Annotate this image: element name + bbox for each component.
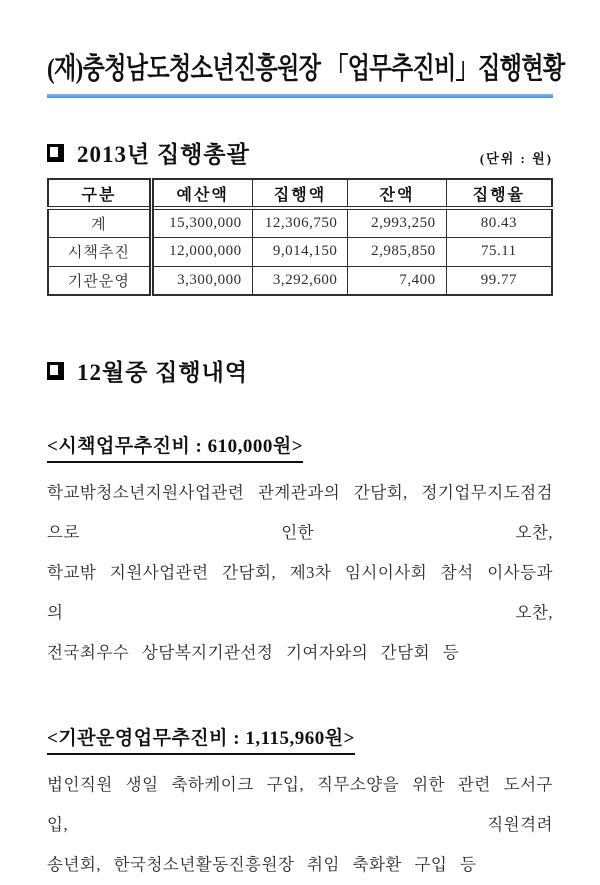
table-row-total xyxy=(48,208,552,237)
cell-executed: 12,306,750 xyxy=(252,208,348,237)
cell-executed: 9,014,150 xyxy=(252,237,348,266)
table-row-policy xyxy=(48,237,552,266)
paragraph-line: 법인직원 생일 축하케이크 구입, 직무소양을 위한 관련 도서구입, 직원격려 xyxy=(47,775,553,834)
cell-rate: 75.11 xyxy=(446,237,552,266)
table-header-row xyxy=(48,179,552,208)
header-category: 구분 xyxy=(48,179,151,208)
cell-balance: 2,993,250 xyxy=(348,208,446,237)
cell-rate: 99.77 xyxy=(446,266,552,295)
cell-category: 시책추진 xyxy=(48,237,151,266)
operation-expense-paragraph xyxy=(47,765,553,885)
header-executed: 집행액 xyxy=(252,179,348,208)
square-bullet-icon xyxy=(47,144,64,162)
table-row-operation xyxy=(48,266,552,295)
cell-category: 계 xyxy=(48,208,151,237)
header-budget: 예산액 xyxy=(151,179,252,208)
policy-expense-heading: <시책업무추진비 : 610,000원> xyxy=(47,431,303,463)
paragraph-line: 송년회, 한국청소년활동진흥원장 취임 축화환 구입 등 xyxy=(47,855,477,874)
header-rate: 집행율 xyxy=(446,179,552,208)
title-underline-rule xyxy=(47,94,553,98)
cell-budget: 12,000,000 xyxy=(151,237,252,266)
cell-rate: 80.43 xyxy=(446,208,552,237)
execution-summary-table xyxy=(47,178,553,296)
detail-section-title: 12월중 집행내역 xyxy=(77,360,249,385)
summary-section-title: 2013년 집행총괄 xyxy=(77,142,250,167)
document-title: (재)충청남도청소년진흥원장 「업무추진비」집행현황 xyxy=(47,53,565,85)
operation-expense-heading: <기관운영업무추진비 : 1,115,960원> xyxy=(47,723,355,755)
paragraph-line: 전국최우수 상담복지기관선정 기여자와의 간담회 등 xyxy=(47,643,460,662)
cell-balance: 2,985,850 xyxy=(348,237,446,266)
cell-executed: 3,292,600 xyxy=(252,266,348,295)
detail-section-header xyxy=(47,354,553,387)
cell-balance: 7,400 xyxy=(348,266,446,295)
policy-expense-paragraph xyxy=(47,473,553,673)
header-balance: 잔액 xyxy=(348,179,446,208)
cell-category: 기관운영 xyxy=(48,266,151,295)
cell-budget: 3,300,000 xyxy=(151,266,252,295)
cell-budget: 15,300,000 xyxy=(151,208,252,237)
square-bullet-icon xyxy=(47,362,64,380)
unit-note: (단위 : 원) xyxy=(479,151,553,166)
paragraph-line: 학교밖 지원사업관련 간담회, 제3차 임시이사회 참석 이사등과의 오찬, xyxy=(47,563,553,622)
paragraph-line: 학교밖청소년지원사업관련 관계관과의 간담회, 정기업무지도점검으로 인한 오찬, xyxy=(47,483,553,542)
summary-section-header xyxy=(47,136,553,169)
